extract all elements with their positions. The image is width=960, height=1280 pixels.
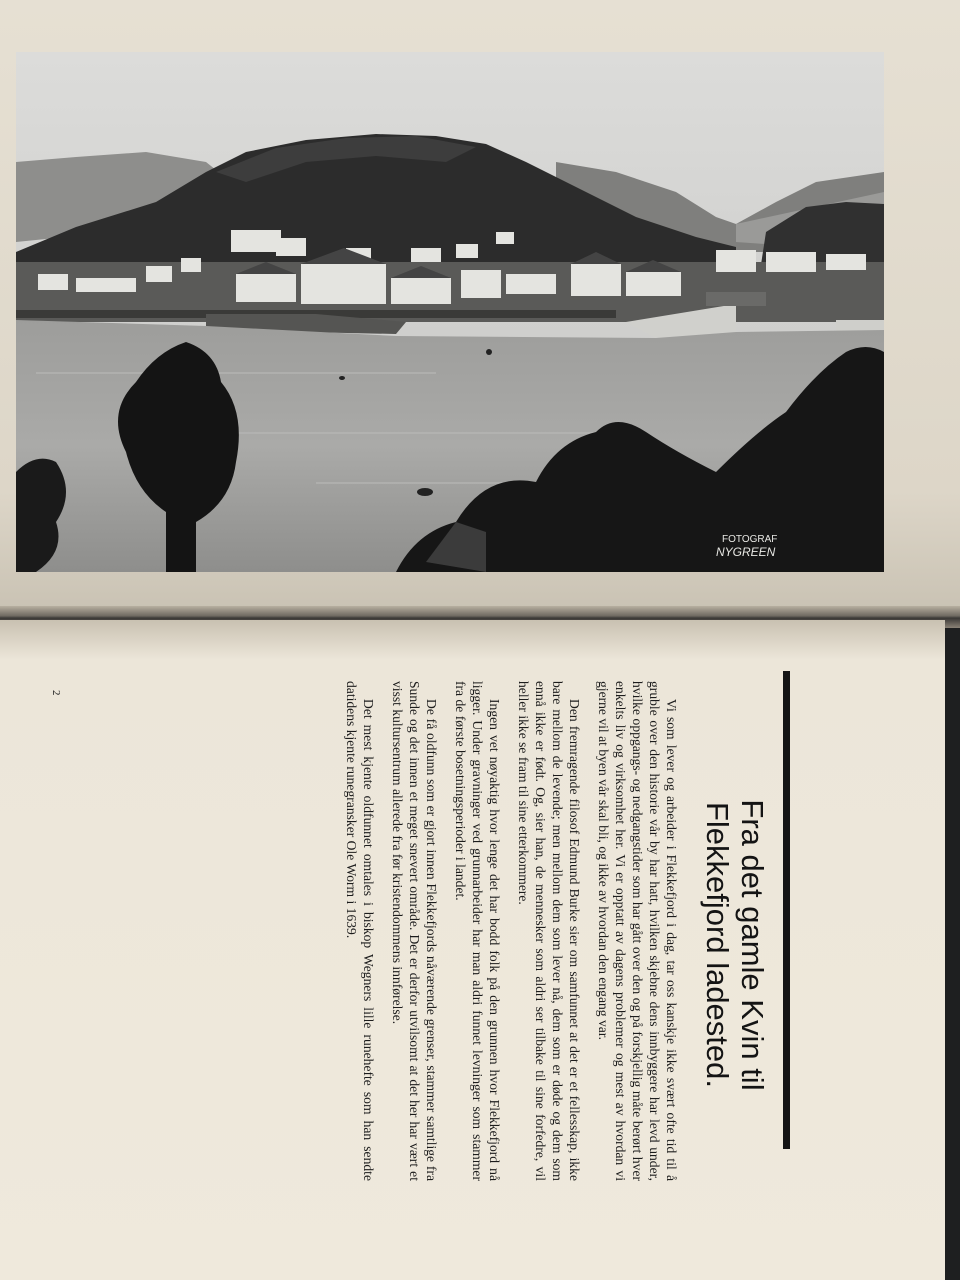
article-column — [40, 665, 800, 1225]
article-body — [331, 681, 680, 1181]
paragraph: De få oldfunn som er gjort innen Flekkefjords nåværende grenser, stammer samtlige fra Sunde og det innen et meget snevert område. Det er derfor utvilsomt at det her har vært et visst kultursentrum allerede fra før kristendommens innførelse. — [390, 681, 439, 1181]
title-line-2: Flekkefjord ladested. — [700, 801, 735, 1089]
title-line-1: Fra det gamle Kvin til — [735, 799, 770, 1091]
paragraph: Det mest kjente oldfunnet omtales i biskop Wegners lille runehefte som han sendte datidens kjente runegransker Ole Worm i 1639. — [344, 681, 376, 1181]
town-photograph — [16, 52, 884, 572]
paragraph: Den fremragende filosof Edmund Burke sier om samfunnet at det er et fellesskap, ikke bare mellom de levende; men mellom dem som lever nå, dem som er døde og dem som ennå ikke er født. Og, sier han, de mennesker som aldri ser tilbake til sine forfedre, vil heller ikke se fram til sine etterkommere. — [516, 681, 582, 1181]
article-title — [700, 685, 770, 1205]
page-number: 2 — [50, 690, 62, 696]
photograph-image — [16, 52, 884, 572]
photo-credit-signature: NYGREEN — [716, 545, 776, 559]
photo-credit-line1: FOTOGRAF — [722, 534, 778, 545]
paragraph: Vi som lever og arbeider i Flekkefjord i dag, tar oss kanskje ikke svært ofte tid til å gruble over den historie vår by har hatt, hvilken skjebne dens innbyggere har levd under, hvilke oppgangs- og nedgangstider som har gått over den og på forskjellig måte berørt hver enkelts liv og virksomhet her. Vi er opptatt av dagens problemer og mest av hvordan vi gjerne vil at byen vår skal bli, og ikke av hvordan den engang var. — [596, 681, 679, 1181]
paragraph: Ingen vet nøyaktig hvor lenge det har bodd folk på den grunnen hvor Flekkefjord nå ligger. Under gravninger ved grunnarbeider har man aldri funnet levninger som stammer fra de første bosetningsperioder i landet. — [453, 681, 502, 1181]
title-rule — [783, 671, 790, 1149]
